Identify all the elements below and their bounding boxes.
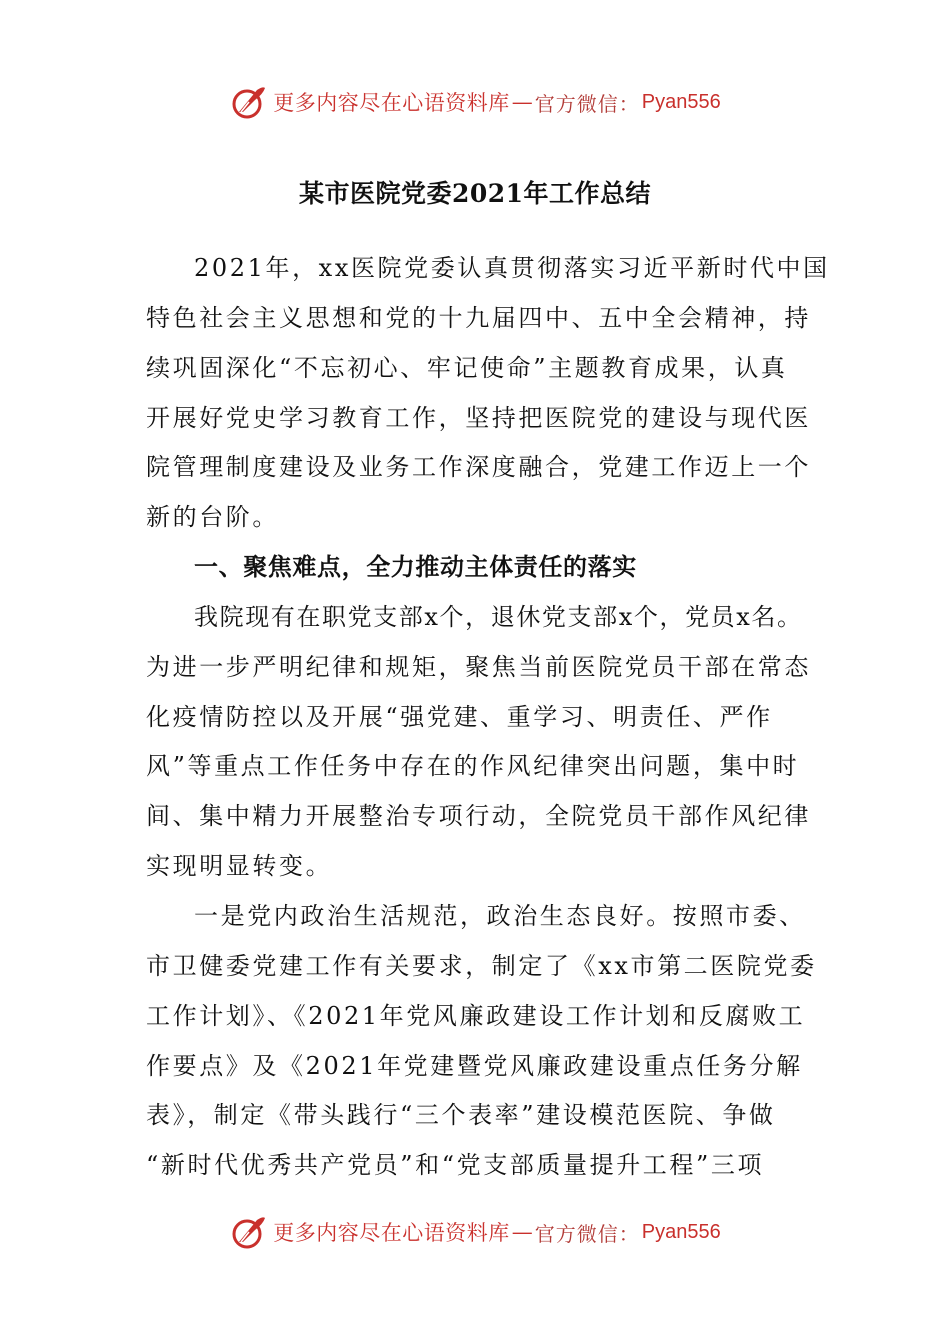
watermark-wechat-id: Pyan556 [641,90,721,113]
body-line: 表》，制定《带头践行“三个表率”建设模范医院、争做 [146,1101,776,1130]
body-line: 一是党内政治生活规范，政治生态良好。按照市委、 [194,901,806,930]
body-line: 间、集中精力开展整治专项行动，全院党员干部作风纪律 [146,802,811,831]
body-line: 作要点》及《2021年党建暨党风廉政建设重点任务分解 [146,1051,803,1080]
body-line: “新时代优秀共产党员”和“党支部质量提升工程”三项 [146,1151,765,1180]
document-body [146,244,830,1191]
watermark-header [0,80,950,124]
body-line: 院管理制度建设及业务工作深度融合，党建工作迈上一个 [146,453,811,482]
body-line: 工作计划》、《2021年党风廉政建设工作计划和反腐败工 [146,1001,806,1030]
watermark-wechat-label: 官方微信： [534,1221,640,1246]
body-line: 新的台阶。 [146,503,279,532]
watermark-footer [0,1210,950,1254]
body-line: 风”等重点工作任务中存在的作风纪律突出问题，集中时 [146,752,800,781]
document-title: 某市医院党委2021年工作总结 [298,179,652,208]
body-line: 2021年，xx医院党委认真贯彻落实习近平新时代中国 [194,254,830,282]
body-line: 开展好党史学习教育工作，坚持把医院党的建设与现代医 [146,403,811,432]
body-line: 为进一步严明纪律和规矩，聚焦当前医院党员干部在常态 [146,652,811,681]
watermark-library-text: 更多内容尽在心语资料库 [273,91,510,115]
section-heading: 一、聚焦难点，全力推动主体责任的落实 [194,553,637,582]
body-line: 续巩固深化“不忘初心、牢记使命”主题教育成果，认真 [146,353,788,382]
watermark-library-text: 更多内容尽在心语资料库 [273,1221,510,1245]
watermark-dash: — [511,1220,533,1244]
body-line: 化疫情防控以及开展“强党建、重学习、明责任、严作 [146,702,773,731]
body-line: 市卫健委党建工作有关要求，制定了《xx市第二医院党委 [146,951,817,980]
quill-logo-icon [229,1212,269,1252]
quill-logo-icon [229,82,269,122]
watermark-wechat-id: Pyan556 [641,1220,721,1243]
body-line: 实现明显转变。 [146,852,333,881]
body-line: 我院现有在职党支部x个，退休党支部x个，党员x名。 [194,602,803,631]
body-line: 特色社会主义思想和党的十九届四中、五中全会精神，持 [146,303,811,332]
watermark-dash: — [511,90,533,114]
watermark-wechat-label: 官方微信： [534,91,640,116]
